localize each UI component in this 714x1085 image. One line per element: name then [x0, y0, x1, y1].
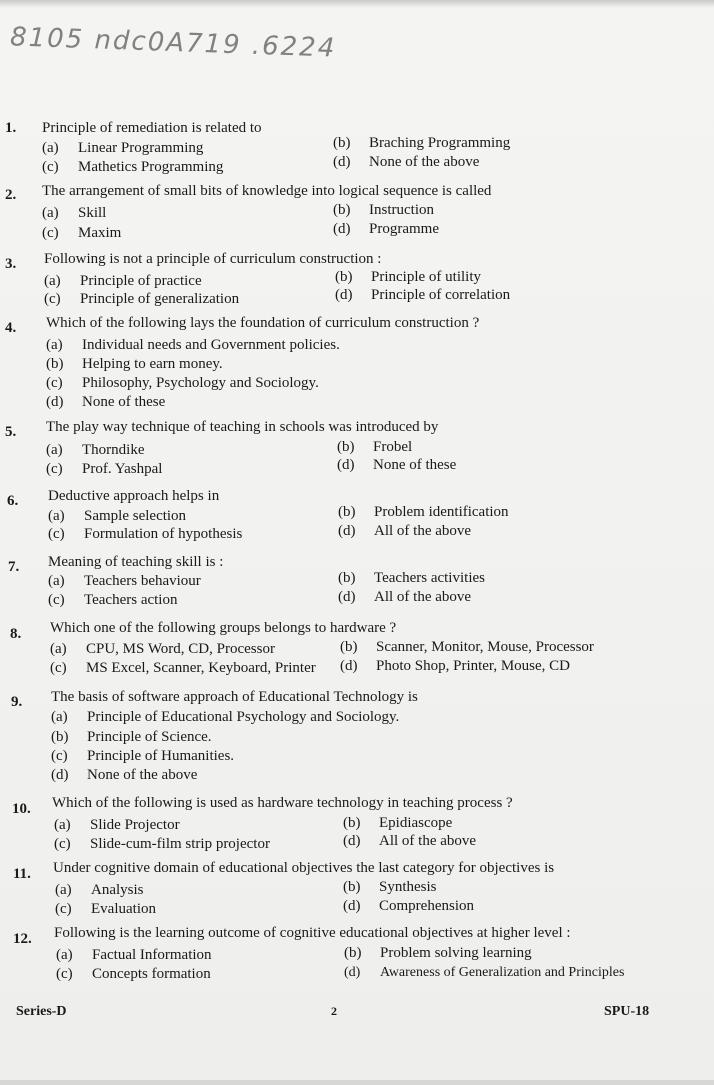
option-d[interactable]: (d) All of the above	[338, 589, 472, 605]
option-a[interactable]: (a) Principle of practice	[44, 273, 202, 289]
question-number: 1.	[5, 120, 17, 136]
question-number: 9.	[11, 694, 23, 710]
question-text: Deductive approach helps in	[48, 488, 220, 504]
option-c[interactable]: (c) Philosophy, Psychology and Sociology.	[46, 375, 319, 391]
option-b[interactable]: (b) Instruction	[333, 202, 434, 218]
option-d[interactable]: (d) Principle of correlation	[335, 287, 511, 303]
option-a[interactable]: (a) Teachers behaviour	[48, 573, 201, 589]
question-text: Principle of remediation is related to	[42, 120, 262, 136]
option-c[interactable]: (c) Principle of generalization	[44, 291, 240, 307]
option-d[interactable]: (d) All of the above	[338, 523, 472, 539]
option-b[interactable]: (b) Epidiascope	[343, 815, 453, 831]
option-d[interactable]: (d) None of the above	[51, 767, 198, 783]
option-c[interactable]: (c) Slide-cum-film strip projector	[54, 836, 270, 852]
question-number: 7.	[8, 559, 20, 575]
option-d[interactable]: (d) None of these	[46, 394, 166, 410]
option-c[interactable]: (c) Teachers action	[48, 592, 178, 608]
option-b[interactable]: (b) Helping to earn money.	[46, 356, 223, 372]
option-a[interactable]: (a) Factual Information	[56, 947, 212, 963]
question-text: Meaning of teaching skill is :	[48, 554, 224, 570]
option-a[interactable]: (a) Linear Programming	[42, 140, 204, 156]
question-number: 8.	[10, 626, 22, 642]
option-b[interactable]: (b) Braching Programming	[333, 135, 511, 151]
option-d[interactable]: (d) None of these	[337, 457, 457, 473]
question-number: 4.	[5, 320, 17, 336]
question-text: Which one of the following groups belongs to hardware ?	[50, 620, 397, 636]
question-text: Which of the following is used as hardware technology in teaching process ?	[52, 795, 513, 811]
option-b[interactable]: (b) Problem solving learning	[344, 945, 532, 961]
series-label: Series-D	[16, 1004, 67, 1019]
question-text: The play way technique of teaching in schools was introduced by	[46, 419, 439, 435]
question-number: 11.	[13, 866, 31, 882]
option-b[interactable]: (b) Principle of utility	[335, 269, 481, 285]
option-b[interactable]: (b) Frobel	[337, 439, 413, 455]
option-a[interactable]: (a) Individual needs and Government policies.	[46, 337, 340, 353]
scan-edge	[0, 0, 714, 8]
paper-code: SPU-18	[604, 1004, 650, 1019]
scan-edge-bottom	[0, 1080, 714, 1085]
question-text: Under cognitive domain of educational objectives the last category for objectives is	[53, 860, 555, 876]
option-a[interactable]: (a) CPU, MS Word, CD, Processor	[50, 641, 275, 657]
question-number: 6.	[7, 493, 19, 509]
question-number: 5.	[5, 424, 17, 440]
option-b[interactable]: (b) Principle of Science.	[51, 729, 212, 745]
option-c[interactable]: (c) Prof. Yashpal	[46, 461, 163, 477]
question-text: Following is the learning outcome of cognitive educational objectives at higher level :	[54, 925, 571, 941]
option-c[interactable]: (c) Concepts formation	[56, 966, 211, 982]
option-a[interactable]: (a) Principle of Educational Psychology and Sociology.	[51, 709, 400, 725]
option-c[interactable]: (c) Formulation of hypothesis	[48, 526, 243, 542]
option-a[interactable]: (a) Analysis	[55, 882, 144, 898]
question-number: 12.	[13, 931, 32, 947]
option-a[interactable]: (a) Skill	[42, 205, 107, 221]
page-number: 2	[331, 1004, 337, 1018]
option-d[interactable]: (d) Programme	[333, 221, 439, 237]
option-d[interactable]: (d) None of the above	[333, 154, 480, 170]
option-d[interactable]: (d) Awareness of Generalization and Principles	[344, 965, 625, 980]
option-a[interactable]: (a) Slide Projector	[54, 817, 180, 833]
question-number: 3.	[5, 256, 17, 272]
option-b[interactable]: (b) Teachers activities	[338, 570, 485, 586]
option-b[interactable]: (b) Scanner, Monitor, Mouse, Processor	[340, 639, 594, 655]
option-a[interactable]: (a) Thorndike	[46, 442, 145, 458]
question-text: The arrangement of small bits of knowledge into logical sequence is called	[42, 183, 492, 199]
question-number: 2.	[5, 187, 17, 203]
option-b[interactable]: (b) Synthesis	[343, 879, 437, 895]
option-c[interactable]: (c) MS Excel, Scanner, Keyboard, Printer	[50, 660, 316, 676]
option-d[interactable]: (d) Photo Shop, Printer, Mouse, CD	[340, 658, 570, 674]
question-text: Which of the following lays the foundation of curriculum construction ?	[46, 315, 480, 331]
question-text: The basis of software approach of Educational Technology is	[51, 689, 418, 705]
option-c[interactable]: (c) Evaluation	[55, 901, 156, 917]
option-c[interactable]: (c) Maxim	[42, 225, 122, 241]
option-c[interactable]: (c) Mathetics Programming	[42, 159, 224, 175]
question-text: Following is not a principle of curriculum construction :	[44, 251, 382, 267]
option-d[interactable]: (d) All of the above	[343, 833, 477, 849]
option-d[interactable]: (d) Comprehension	[343, 898, 474, 914]
option-b[interactable]: (b) Problem identification	[338, 504, 509, 520]
question-number: 10.	[12, 801, 31, 817]
option-c[interactable]: (c) Principle of Humanities.	[51, 748, 235, 764]
handwritten-note: 8105 ndc0A719 .6224	[9, 22, 337, 64]
option-a[interactable]: (a) Sample selection	[48, 508, 187, 524]
